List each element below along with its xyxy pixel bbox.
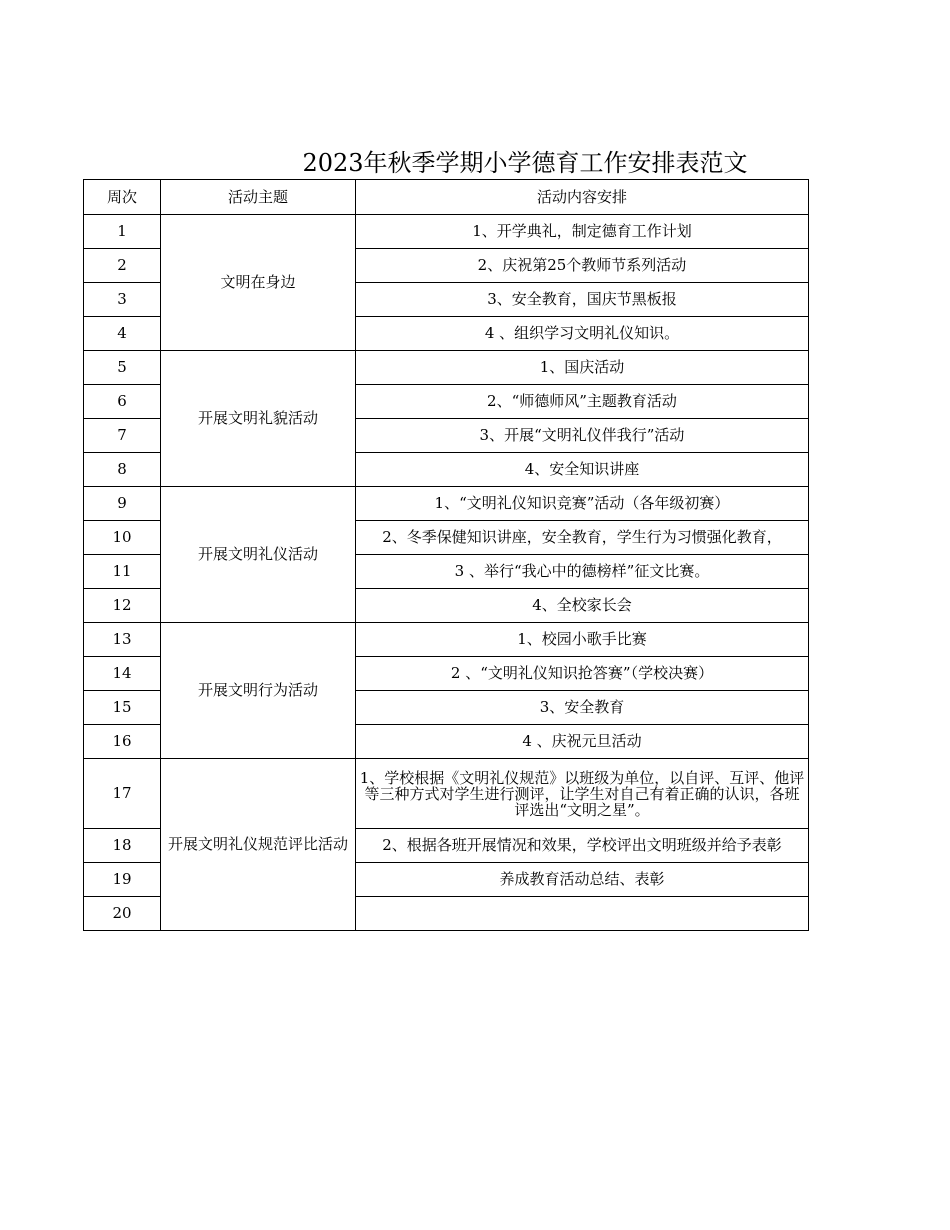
week-number: 13 (84, 623, 161, 657)
table-row (84, 487, 809, 521)
activity-content: 养成教育活动总结、表彰 (356, 863, 809, 897)
theme-cell (161, 759, 356, 931)
activity-content: 3、安全教育 (356, 691, 809, 725)
activity-content: 2 、“文明礼仪知识抢答赛”（学校决赛） (356, 657, 809, 691)
week-number: 15 (84, 691, 161, 725)
activity-content (356, 897, 809, 931)
activity-content: 2、庆祝第25个教师节系列活动 (356, 249, 809, 283)
theme-cell-text: 开展文明礼仪规范评比活动 (167, 835, 348, 853)
activity-content: 1、国庆活动 (356, 351, 809, 385)
activity-content-text: 2、冬季保健知识讲座，安全教育，学生行为习惯强化教育， (382, 528, 782, 546)
activity-content: 3 、举行“我心中的德榜样”征文比赛。 (356, 555, 809, 589)
week-number: 20 (84, 897, 161, 931)
table-row (84, 623, 809, 657)
activity-content: 1、学校根据《文明礼仪规范》以班级为单位，以自评、互评、他评等三种方式对学生进行测评，让学生对自己有着正确的认识，各班评选出“文明之星”。 (356, 759, 809, 829)
activity-content-text: 2、根据各班开展情况和效果，学校评出文明班级并给予表彰 (382, 836, 782, 854)
week-number: 9 (84, 487, 161, 521)
activity-content: 4 、庆祝元旦活动 (356, 725, 809, 759)
table-row (84, 215, 809, 249)
theme-cell: 文明在身边 (161, 215, 356, 351)
week-number: 5 (84, 351, 161, 385)
week-number: 11 (84, 555, 161, 589)
week-number: 10 (84, 521, 161, 555)
schedule-table (83, 179, 809, 931)
activity-content: 4、安全知识讲座 (356, 453, 809, 487)
week-number: 14 (84, 657, 161, 691)
week-number: 2 (84, 249, 161, 283)
week-number: 18 (84, 829, 161, 863)
week-number: 17 (84, 759, 161, 829)
header-content: 活动内容安排 (356, 180, 809, 215)
table-row (84, 351, 809, 385)
week-number: 8 (84, 453, 161, 487)
activity-content: 1、“文明礼仪知识竞赛”活动（各年级初赛） (356, 487, 809, 521)
week-number: 16 (84, 725, 161, 759)
activity-content (356, 521, 809, 555)
week-number: 12 (84, 589, 161, 623)
activity-content (356, 829, 809, 863)
theme-cell: 开展文明礼仪活动 (161, 487, 356, 623)
activity-content: 2、“师德师风”主题教育活动 (356, 385, 809, 419)
activity-content: 4、全校家长会 (356, 589, 809, 623)
week-number: 6 (84, 385, 161, 419)
week-number: 1 (84, 215, 161, 249)
header-theme: 活动主题 (161, 180, 356, 215)
activity-content: 1、校园小歌手比赛 (356, 623, 809, 657)
activity-content: 1、开学典礼，制定德育工作计划 (356, 215, 809, 249)
activity-content: 3、安全教育，国庆节黑板报 (356, 283, 809, 317)
header-row (84, 180, 809, 215)
theme-cell: 开展文明礼貌活动 (161, 351, 356, 487)
theme-cell: 开展文明行为活动 (161, 623, 356, 759)
week-number: 3 (84, 283, 161, 317)
week-number: 19 (84, 863, 161, 897)
week-number: 4 (84, 317, 161, 351)
header-week: 周次 (84, 180, 161, 215)
table-row (84, 759, 809, 829)
activity-content: 4 、组织学习文明礼仪知识。 (356, 317, 809, 351)
week-number: 7 (84, 419, 161, 453)
activity-content: 3、开展“文明礼仪伴我行”活动 (356, 419, 809, 453)
document-title: 2023年秋季学期小学德育工作安排表范文 (302, 149, 748, 177)
